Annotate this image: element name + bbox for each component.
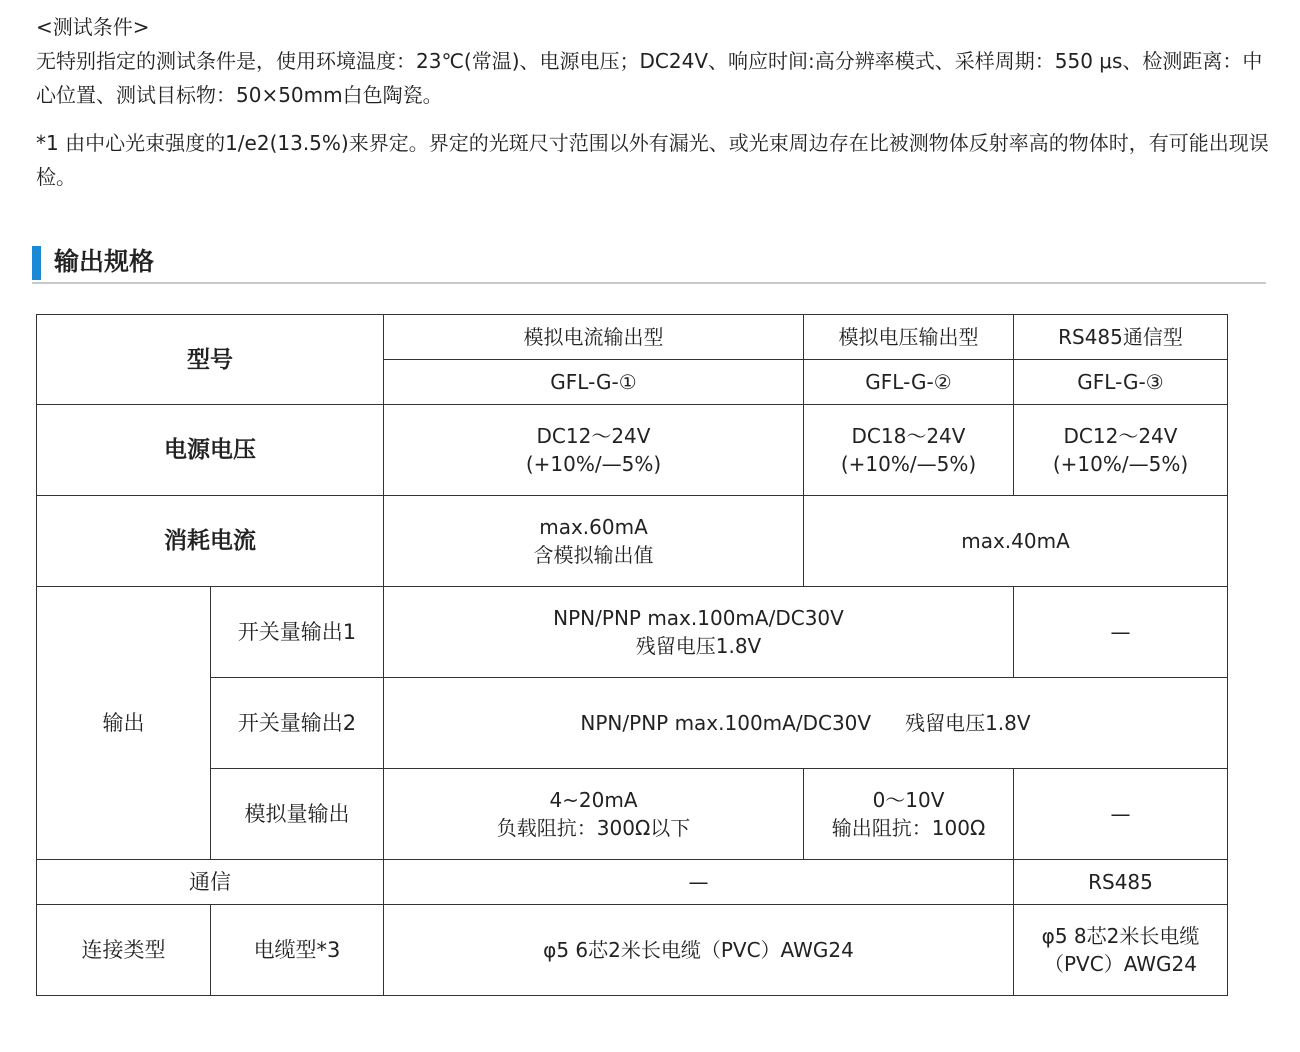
section-header [32,242,1266,284]
cell-line: DC18～24V [851,424,966,448]
cell-line: DC12～24V [1063,424,1178,448]
switch-output-2-value [384,678,1228,769]
model-type-rs485: RS485通信型 [1014,315,1228,360]
supply-voltage-rs485-type [1014,405,1228,496]
supply-voltage-voltage-type [804,405,1014,496]
cell-line: (+10%/—5%) [525,452,662,476]
cell-part: NPN/PNP max.100mA/DC30V [580,711,872,735]
output-spec-table [36,314,1228,996]
cell-line: 4~20mA [549,788,638,812]
table-row [37,405,1228,496]
switch-output-1-value [384,587,1014,678]
row-label-analog-output: 模拟量输出 [211,769,384,860]
analog-output-current-type [384,769,804,860]
row-label-switch-output-1: 开关量输出1 [211,587,384,678]
table-row [37,678,1228,769]
switch-output-1-rs485: — [1014,587,1228,678]
table-row [37,860,1228,905]
test-conditions-text: 无特别指定的测试条件是，使用环境温度：23℃(常温)、电源电压；DC24V、响应时间:高分辨率模式、采样周期：550 μs、检测距离：中心位置、测试目标物：50×50mm白色陶瓷。 [36,49,1263,107]
table-row [37,315,1228,360]
table-row [37,496,1228,587]
cell-line: DC12～24V [536,424,651,448]
analog-output-voltage-type [804,769,1014,860]
row-label-output: 输出 [37,587,211,860]
communication-rs485: RS485 [1014,860,1228,905]
cell-line: (+10%/—5%) [1052,452,1189,476]
table-row [37,587,1228,678]
row-label-model: 型号 [37,315,384,405]
row-label-cable-type: 电缆型*3 [211,905,384,996]
cell-line: (+10%/—5%) [840,452,977,476]
cell-line: max.60mA [539,515,648,539]
section-title: 输出规格 [54,247,155,276]
cell-line: 负载阻抗：300Ω以下 [496,816,691,840]
model-code-3: GFL-G-③ [1014,360,1228,405]
analog-output-rs485: — [1014,769,1228,860]
model-type-analog-current: 模拟电流输出型 [384,315,804,360]
section-accent-bar [32,246,41,280]
table-row [37,905,1228,996]
cell-line: 0～10V [872,788,945,812]
connection-rs485-cable [1014,905,1228,996]
cell-line: 输出阻抗：100Ω [831,816,986,840]
cell-line: （PVC）AWG24 [1043,952,1198,976]
model-code-2: GFL-G-② [804,360,1014,405]
test-conditions-title: <测试条件> [36,15,150,39]
row-label-switch-output-2: 开关量输出2 [211,678,384,769]
communication-analog: — [384,860,1014,905]
cell-part: 残留电压1.8V [905,711,1031,735]
model-type-analog-voltage: 模拟电压输出型 [804,315,1014,360]
connection-analog-cable: φ5 6芯2米长电缆（PVC）AWG24 [384,905,1014,996]
current-consumption-current-type [384,496,804,587]
footnote-1: *1 由中心光束强度的1/e2(13.5%)来界定。界定的光斑尺寸范围以外有漏光、或光束周边存在比被测物体反射率高的物体时，有可能出现误检。 [36,131,1269,189]
row-label-communication: 通信 [37,860,384,905]
row-label-connection-type: 连接类型 [37,905,211,996]
supply-voltage-current-type [384,405,804,496]
test-conditions-block [36,10,1276,194]
cell-line: φ5 8芯2米长电缆 [1041,924,1200,948]
current-consumption-others: max.40mA [804,496,1228,587]
model-code-1: GFL-G-① [384,360,804,405]
row-label-current-consumption: 消耗电流 [37,496,384,587]
cell-line: 残留电压1.8V [635,634,762,658]
row-label-supply-voltage: 电源电压 [37,405,384,496]
cell-line: NPN/PNP max.100mA/DC30V [553,606,844,630]
table-row [37,769,1228,860]
cell-line: 含模拟输出值 [533,543,654,567]
